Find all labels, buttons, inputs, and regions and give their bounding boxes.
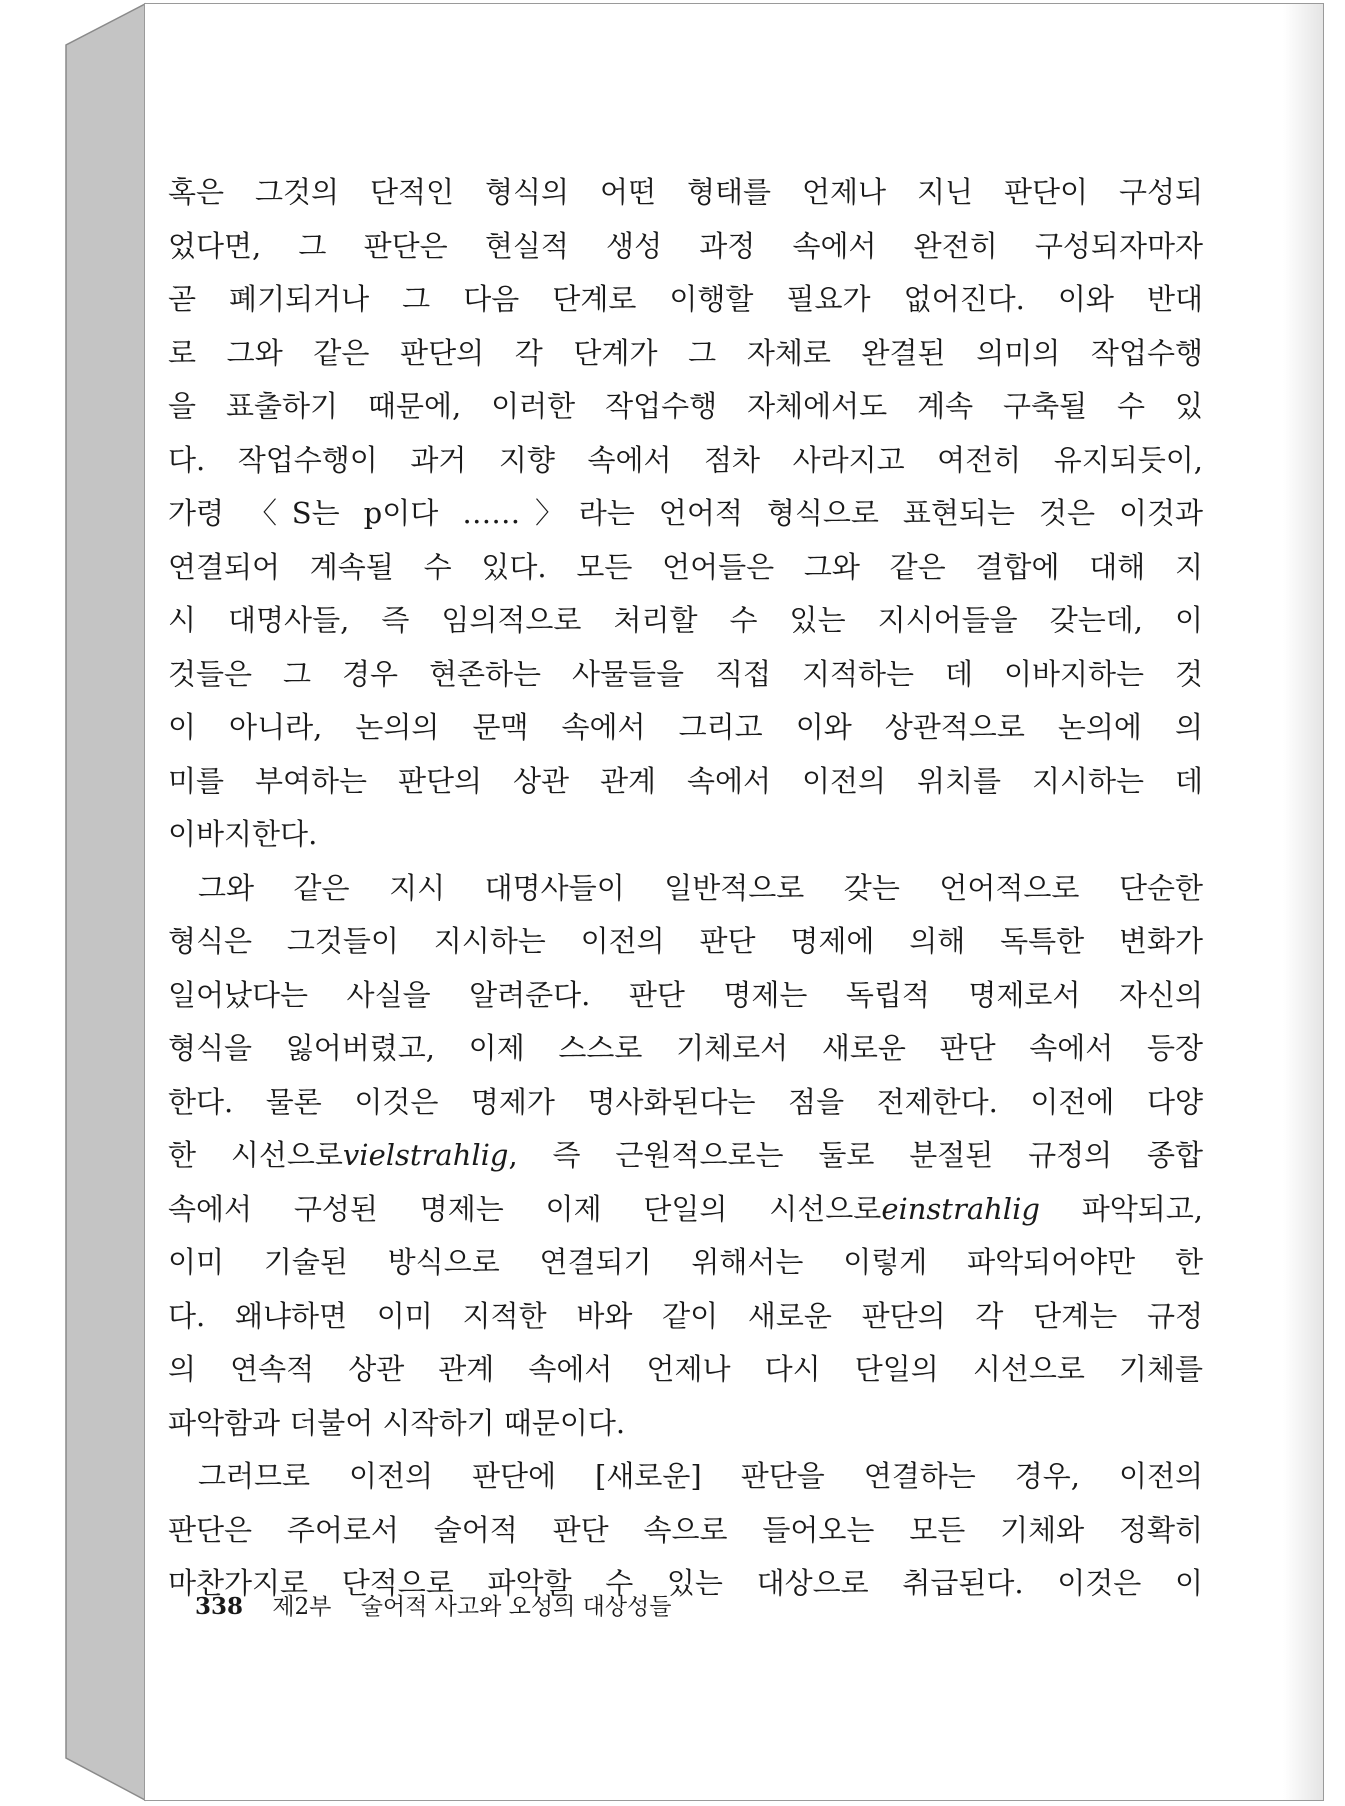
text-line: 한다. 물론 이것은 명제가 명사화된다는 점을 전제한다. 이전에 다양 <box>168 1084 1203 1119</box>
text-segment: 속에서 구성된 명제는 이제 단일의 시선으로 <box>168 1191 882 1226</box>
text-line: 시 대명사들, 즉 임의적으로 처리할 수 있는 지시어들을 갖는데, 이 <box>168 603 1203 637</box>
text-line: 형식을 잃어버렸고, 이제 스스로 기체로서 새로운 판단 속에서 등장 <box>168 1031 1203 1065</box>
body-text <box>168 166 1203 1611</box>
text-line: 었다면, 그 판단은 현실적 생성 과정 속에서 완전히 구성되자마자 <box>168 228 1203 263</box>
page-number: 338 <box>195 1593 244 1620</box>
text-line <box>168 1129 1203 1183</box>
text-line: 의 연속적 상관 관계 속에서 언제나 다시 단일의 시선으로 기체를 <box>168 1352 1203 1386</box>
german-term: vielstrahlig <box>342 1138 509 1172</box>
text-segment: , 즉 근원적으로는 둘로 분절된 규정의 종합 <box>508 1138 1203 1172</box>
text-line: 로 그와 같은 판단의 각 단계가 그 자체로 완결된 의미의 작업수행 <box>168 335 1203 370</box>
text-line: 파악함과 더불어 시작하기 때문이다. <box>168 1405 626 1440</box>
text-line: 형식은 그것들이 지시하는 이전의 판단 명제에 의해 독특한 변화가 <box>168 924 1203 958</box>
text-line: 곧 폐기되거나 그 다음 단계로 이행할 필요가 없어진다. 이와 반대 <box>168 282 1203 316</box>
text-line: 다. 왜냐하면 이미 지적한 바와 같이 새로운 판단의 각 단계는 규정 <box>168 1298 1203 1333</box>
page-footer <box>195 1588 672 1621</box>
text-line: 이바지한다. <box>168 817 318 851</box>
text-line: 그러므로 이전의 판단에 [새로운] 판단을 연결하는 경우, 이전의 <box>198 1459 1203 1493</box>
text-line: 을 표출하기 때문에, 이러한 작업수행 자체에서도 계속 구축될 수 있 <box>168 389 1203 423</box>
text-line: 다. 작업수행이 과거 지향 속에서 점차 사라지고 여전히 유지되듯이, <box>168 442 1203 477</box>
german-term: einstrahlig <box>881 1191 1040 1226</box>
text-line: 판단은 주어로서 술어적 판단 속으로 들어오는 모든 기체와 정확히 <box>168 1512 1203 1547</box>
text-line: 가령 〈S는 p이다 ……〉라는 언어적 형식으로 표현되는 것은 이것과 <box>168 496 1203 530</box>
text-segment: 파악되고, <box>1039 1191 1203 1226</box>
text-line: 그와 같은 지시 대명사들이 일반적으로 갖는 언어적으로 단순한 <box>198 870 1203 905</box>
text-line: 연결되어 계속될 수 있다. 모든 언어들은 그와 같은 결합에 대해 지 <box>168 549 1203 584</box>
part-label: 제2부 <box>272 1594 332 1620</box>
text-line: 이미 기술된 방식으로 연결되기 위해서는 이렇게 파악되어야만 한 <box>168 1245 1203 1279</box>
text-line <box>168 1183 1203 1237</box>
text-line: 혹은 그것의 단적인 형식의 어떤 형태를 언제나 지닌 판단이 구성되 <box>168 175 1203 209</box>
text-line: 미를 부여하는 판단의 상관 관계 속에서 이전의 위치를 지시하는 데 <box>168 763 1203 798</box>
text-line: 것들은 그 경우 현존하는 사물들을 직접 지적하는 데 이바지하는 것 <box>168 656 1203 691</box>
text-line: 일어났다는 사실을 알려준다. 판단 명제는 독립적 명제로서 자신의 <box>168 977 1203 1012</box>
running-title: 술어적 사고와 오성의 대상성들 <box>360 1594 672 1620</box>
text-segment: 한 시선으로 <box>168 1138 343 1172</box>
text-line: 마찬가지로 단적으로 파악할 수 있는 대상으로 취급된다. 이것은 이 <box>168 1566 1203 1600</box>
text-line: 이 아니라, 논의의 문맥 속에서 그리고 이와 상관적으로 논의에 의 <box>168 710 1203 744</box>
